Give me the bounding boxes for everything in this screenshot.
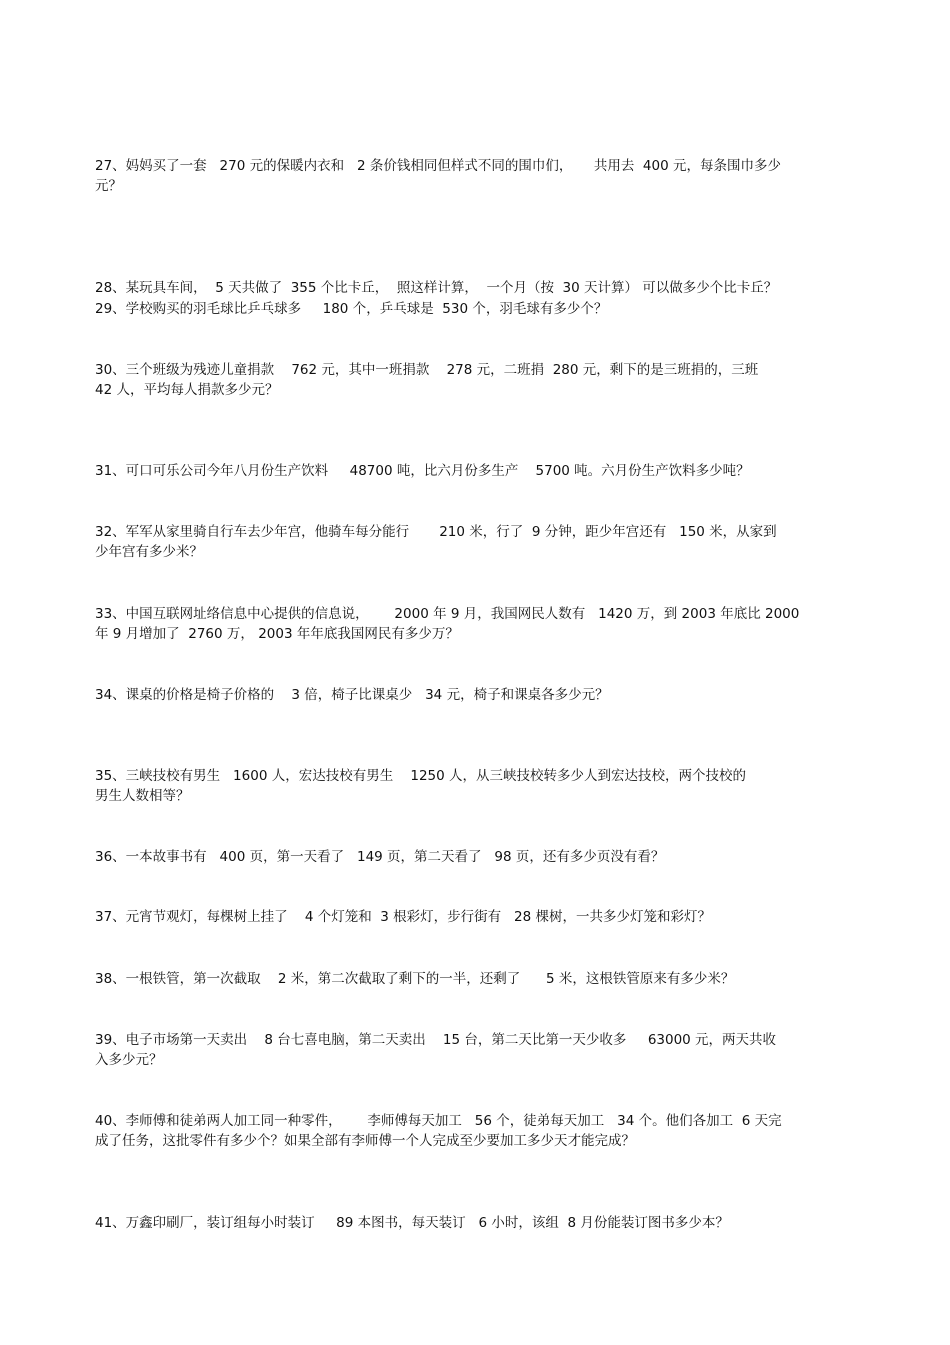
problem-text: 41、万鑫印刷厂，装订组每小时装订 89 本图书，每天装订 6 小时，该组 8 月份能装订图书多少本？ <box>95 1215 729 1231</box>
problem-text-continued: 入多少元？ <box>95 1052 163 1068</box>
problem-text: 36、一本故事书有 400 页，第一天看了 149 页，第二天看了 98 页，还有多少页没有看？ <box>95 849 665 865</box>
problem-40 <box>95 1111 860 1151</box>
problem-text: 37、元宵节观灯，每棵树上挂了 4 个灯笼和 3 根彩灯，步行街有 28 棵树，一共多少灯笼和彩灯？ <box>95 909 712 925</box>
problem-text-continued: 男生人数相等？ <box>95 788 190 804</box>
problem-text: 30、三个班级为残迹儿童捐款 762 元，其中一班捐款 278 元，二班捐 280 元，剩下的是三班捐的，三班 <box>95 362 759 378</box>
problem-38 <box>95 969 860 989</box>
problem-31 <box>95 461 860 481</box>
problem-text: 33、中国互联网址络信息中心提供的信息说， 2000 年 9 月，我国网民人数有 1420 万，到 2003 年底比 2000 <box>95 606 800 622</box>
problem-27 <box>95 156 860 196</box>
problem-37 <box>95 907 860 927</box>
problem-text: 31、可口可乐公司今年八月份生产饮料 48700 吨，比六月份多生产 5700 吨。六月份生产饮料多少吨？ <box>95 463 750 479</box>
problem-text: 38、一根铁管，第一次截取 2 米，第二次截取了剩下的一半，还剩了 5 米，这根铁管原来有多少米？ <box>95 971 735 987</box>
problem-text: 29、学校购买的羽毛球比乒乓球多 180 个，乒乓球是 530 个，羽毛球有多少个？ <box>95 301 608 317</box>
problem-text: 39、电子市场第一天卖出 8 台七喜电脑，第二天卖出 15 台，第二天比第一天少收多 63000 元，两天共收 <box>95 1032 777 1048</box>
problem-text: 27、妈妈买了一套 270 元的保暖内衣和 2 条价钱相同但样式不同的围巾们， 共用去 400 元，每条围巾多少 <box>95 158 781 174</box>
problem-41 <box>95 1213 860 1233</box>
problem-28 <box>95 278 860 298</box>
problem-text: 34、课桌的价格是椅子价格的 3 倍，椅子比课桌少 34 元，椅子和课桌各多少元？ <box>95 687 609 703</box>
problem-35 <box>95 766 860 806</box>
problem-text: 35、三峡技校有男生 1600 人，宏达技校有男生 1250 人，从三峡技校转多少人到宏达技校，两个技校的 <box>95 768 747 784</box>
problem-text-continued: 少年宫有多少米？ <box>95 544 203 560</box>
problem-34 <box>95 685 860 705</box>
problem-text-continued: 成了任务，这批零件有多少个？如果全部有李师傅一个人完成至少要加工多少天才能完成？ <box>95 1133 635 1149</box>
problem-32 <box>95 522 860 562</box>
problem-33 <box>95 604 860 644</box>
problem-text-continued: 42 人，平均每人捐款多少元？ <box>95 382 279 398</box>
problem-text: 32、军军从家里骑自行车去少年宫，他骑车每分能行 210 米，行了 9 分钟，距少年宫还有 150 米，从家到 <box>95 524 777 540</box>
problem-39 <box>95 1030 860 1070</box>
problem-text: 40、李师傅和徒弟两人加工同一种零件， 李师傅每天加工 56 个，徒弟每天加工 34 个。他们各加工 6 天完 <box>95 1113 782 1129</box>
problem-text-continued: 元？ <box>95 178 122 194</box>
problem-text: 28、某玩具车间， 5 天共做了 355 个比卡丘， 照这样计算， 一个月（按 30 天计算） 可以做多少个比卡丘？ <box>95 280 778 296</box>
problem-29 <box>95 299 860 319</box>
problem-30 <box>95 360 860 400</box>
problem-36 <box>95 847 860 867</box>
problem-text-continued: 年 9 月增加了 2760 万， 2003 年年底我国网民有多少万？ <box>95 626 459 642</box>
